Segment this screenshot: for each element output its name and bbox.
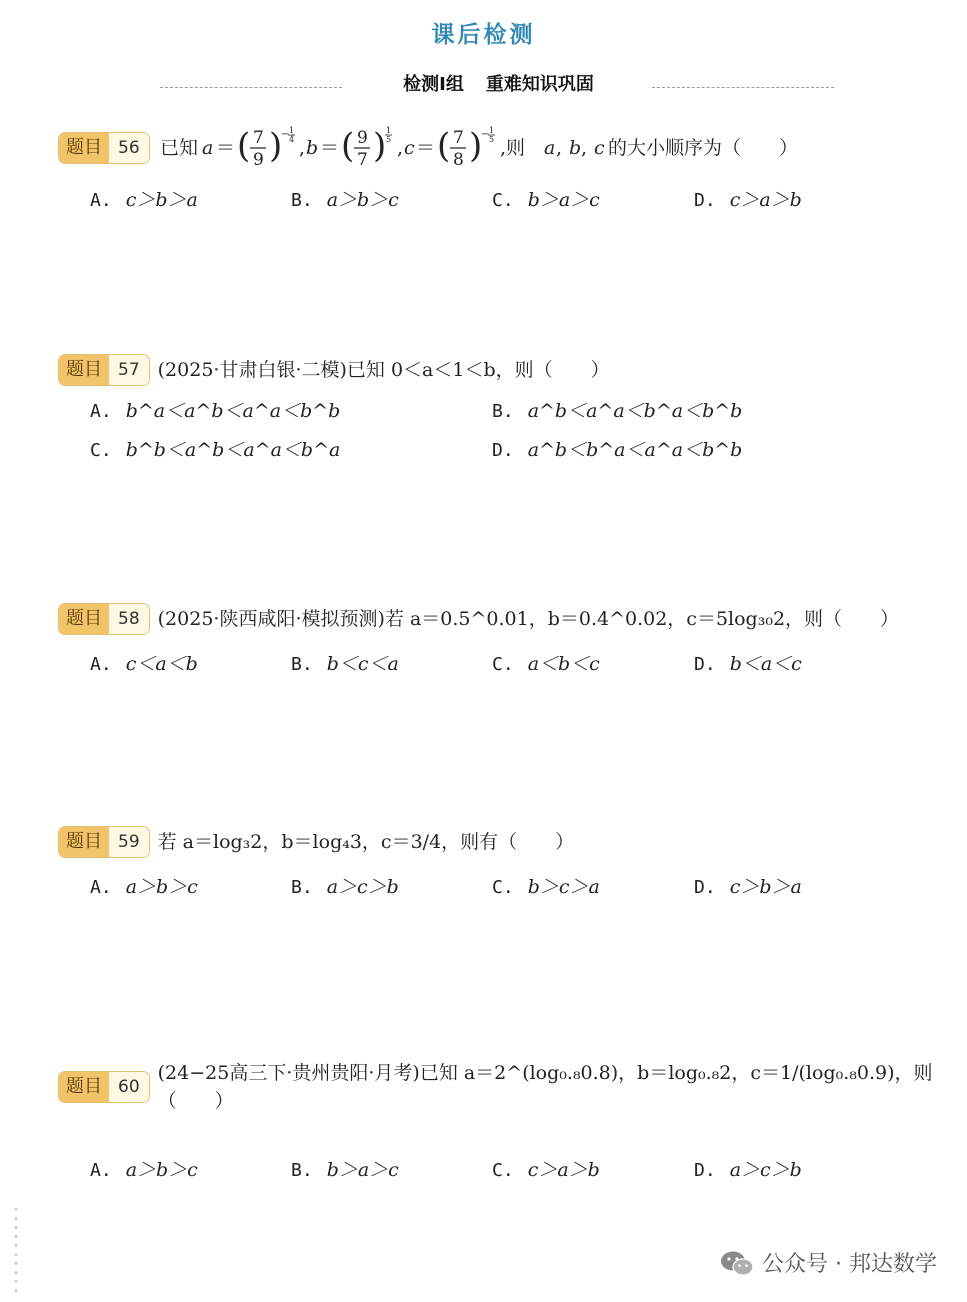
question-stem (58, 354, 938, 386)
question-text: (2025·陕西咸阳·模拟预测)若 a＝0.5^0.01，b＝0.4^0.02，c＝5log₃₀2，则（ ） (157, 608, 900, 630)
question-badge (58, 603, 150, 635)
badge-label: 题目 (59, 133, 109, 163)
option-a[interactable]: A. c＞b＞a (90, 189, 198, 211)
svg-text:(: ( (340, 126, 354, 166)
svg-text:a: a (201, 137, 213, 159)
question-60 (58, 1059, 938, 1189)
option-a[interactable]: A. c＜a＜b (90, 653, 198, 675)
svg-text:c: c (403, 137, 415, 159)
badge-label: 题目 (59, 355, 109, 385)
section-subtitle (0, 70, 967, 96)
svg-text:,则: ,则 (499, 137, 525, 159)
question-56 (58, 125, 938, 219)
question-badge (58, 826, 150, 858)
options-row (58, 872, 938, 906)
option-c[interactable]: C. b＞c＞a (492, 876, 600, 898)
svg-text:,: , (555, 137, 562, 159)
badge-label: 题目 (59, 1072, 109, 1102)
svg-text:,: , (580, 137, 587, 159)
options-row (58, 1155, 938, 1189)
svg-text:b: b (568, 137, 581, 159)
question-badge (58, 1071, 150, 1103)
svg-text:(: ( (436, 126, 450, 166)
svg-text:a: a (543, 137, 555, 159)
svg-text:9: 9 (356, 128, 368, 148)
options-row (58, 649, 938, 683)
svg-text:＝: ＝ (415, 137, 435, 159)
svg-text:＝: ＝ (215, 137, 235, 159)
question-stem (58, 1059, 938, 1115)
option-d[interactable]: D. b＜a＜c (694, 653, 802, 675)
svg-text:9: 9 (252, 150, 264, 170)
badge-number: 59 (109, 827, 149, 857)
badge-number: 57 (109, 355, 149, 385)
question-58 (58, 603, 938, 683)
margin-dots (14, 1205, 18, 1297)
svg-text:,: , (396, 137, 403, 159)
subtitle-topic: 重难知识巩固 (485, 74, 594, 95)
badge-label: 题目 (59, 827, 109, 857)
svg-text:): ) (468, 126, 482, 166)
option-b[interactable]: B. b＜c＜a (291, 653, 399, 675)
svg-text:−: − (480, 129, 490, 140)
options-row (58, 435, 938, 468)
question-badge (58, 354, 150, 386)
option-d[interactable]: D. c＞b＞a (694, 876, 802, 898)
option-b[interactable]: B. a＞c＞b (291, 876, 399, 898)
option-c[interactable]: C. b＞a＞c (492, 189, 600, 211)
option-c[interactable]: C. c＞a＞b (492, 1159, 600, 1181)
question-stem (58, 826, 938, 858)
option-d[interactable]: D. c＞a＞b (694, 189, 802, 211)
question-stem (58, 603, 938, 635)
question-text: 若 a＝log₃2，b＝log₄3，c＝3/4，则有（ ） (157, 831, 575, 853)
option-b[interactable]: B. a^b＜a^a＜b^a＜b^b (492, 400, 743, 422)
options-row (58, 396, 938, 429)
svg-text:(: ( (236, 126, 250, 166)
options-row (58, 185, 938, 219)
option-d[interactable]: D. a＞c＞b (694, 1159, 802, 1181)
watermark-text: 公众号 · 邦达数学 (762, 1252, 937, 1277)
badge-label: 题目 (59, 604, 109, 634)
option-b[interactable]: B. a＞b＞c (291, 189, 399, 211)
svg-text:c: c (593, 137, 605, 159)
svg-text:−: − (280, 129, 290, 140)
svg-text:): ) (268, 126, 282, 166)
svg-text:＝: ＝ (319, 137, 339, 159)
question-stem (58, 125, 938, 171)
question-57 (58, 354, 938, 468)
badge-number: 58 (109, 604, 149, 634)
badge-number: 60 (109, 1072, 149, 1102)
svg-text:已知: 已知 (159, 137, 198, 159)
option-c[interactable]: C. a＜b＜c (492, 653, 600, 675)
watermark (720, 1247, 937, 1278)
question-badge (58, 132, 150, 164)
question-59 (58, 826, 938, 906)
svg-text:5: 5 (385, 135, 391, 144)
svg-text:1: 1 (288, 126, 294, 135)
svg-text:): ) (372, 126, 386, 166)
option-c[interactable]: C. b^b＜a^b＜a^a＜b^a (90, 439, 341, 461)
svg-text:5: 5 (488, 135, 494, 144)
svg-text:1: 1 (385, 126, 391, 135)
svg-text:1: 1 (488, 126, 494, 135)
option-b[interactable]: B. b＞a＞c (291, 1159, 399, 1181)
svg-text:的大小顺序为（ ）: 的大小顺序为（ ） (607, 137, 798, 159)
question-stem-math (160, 125, 840, 171)
svg-text:4: 4 (288, 135, 294, 144)
wechat-icon (720, 1250, 754, 1276)
question-text: (2025·甘肃白银·二模)已知 0＜a＜1＜b，则（ ） (157, 359, 610, 381)
subtitle-group: 检测Ⅰ组 (403, 74, 464, 95)
svg-text:7: 7 (356, 150, 368, 170)
option-a[interactable]: A. b^a＜a^b＜a^a＜b^b (90, 400, 341, 422)
option-a[interactable]: A. a＞b＞c (90, 1159, 198, 1181)
svg-text:,: , (298, 137, 305, 159)
page-title: 课后检测 (431, 22, 536, 48)
question-text: (24−25高三下·贵州贵阳·月考)已知 a＝2^(log₀.₈0.8)，b＝log₀.₈2，c＝1/(log₀.₈0.9)，则（ ） (157, 1062, 933, 1112)
svg-text:7: 7 (452, 128, 464, 148)
svg-text:7: 7 (252, 128, 264, 148)
badge-number: 56 (109, 133, 149, 163)
option-d[interactable]: D. a^b＜b^a＜a^a＜b^b (492, 439, 743, 461)
svg-text:b: b (305, 137, 318, 159)
svg-text:8: 8 (452, 150, 464, 170)
option-a[interactable]: A. a＞b＞c (90, 876, 198, 898)
